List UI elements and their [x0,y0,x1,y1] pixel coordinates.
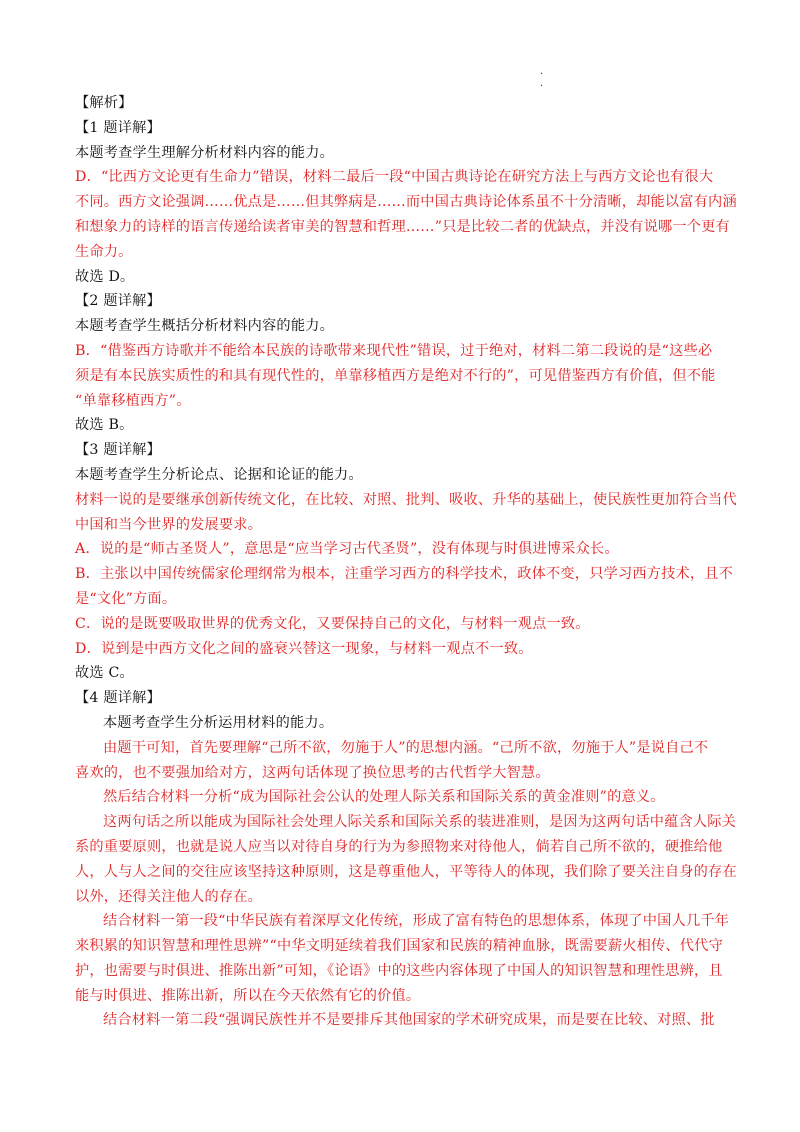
text-line: 人，人与人之间的交往应该坚持这种原则，这是尊重他人，平等待人的体现，我们除了要关注自身的存在 [75,863,737,880]
text-line: B．主张以中国传统儒家伦理纲常为根本，注重学习西方的科学技术，政体不变，只学习西方技术，且不 [75,566,734,583]
text-line: “单靠移植西方”。 [75,392,191,409]
text-line: 本题考查学生理解分析材料内容的能力。 [75,144,334,161]
text-line: D．“比西方文论更有生命力”错误，材料二最后一段“中国古典诗论在研究方法上与西方文论也有很大 [75,169,714,186]
text-line: 材料一说的是要继承创新传统文化，在比较、对照、批判、吸收、升华的基础上，使民族性更加符合当代 [75,491,737,508]
text-line: 须是有本民族实质性的和具有现代性的，单靠移植西方是绝对不行的”，可见借鉴西方有价值，但不能 [75,367,716,384]
text-line: B．“借鉴西方诗歌并不能给本民族的诗歌带来现代性”错误，过于绝对，材料二第二段说的是“这些必 [75,342,713,359]
text-line: 来积累的知识智慧和理性思辨”“中华文明延续着我们国家和民族的精神血脉，既需要薪火相传、代代守 [75,938,723,955]
text-line: 【解析】 [75,95,133,111]
text-line: 【3 题详解】 [75,442,161,459]
text-line: 【2 题详解】 [75,293,161,310]
text-line: 系的重要原则，也就是说人应当以对待自身的行为为参照物来对待他人，倘若自己所不欲的，硬推给他 [75,838,723,855]
text-line: 喜欢的，也不要强加给对方，这两句话体现了换位思考的古代哲学大智慧。 [75,764,550,781]
text-line: 能与时俱进、推陈出新，所以在今天依然有它的价值。 [75,987,421,1004]
text-line: A．说的是“师古圣贤人”，意思是“应当学习古代圣贤”，没有体现与时俱进博采众长。 [75,541,619,558]
text-line: 然后结合材料一分析“成为国际社会公认的处理人际关系和国际关系的黄金准则”的意义。 [103,789,665,806]
text-line: 是“文化”方面。 [75,590,177,607]
dot: . [540,78,544,89]
text-line: 本题考查学生分析运用材料的能力。 [103,714,334,731]
dot: . [540,66,544,77]
text-line: 不同。西方文论强调……优点是……但其弊病是……而中国古典诗论体系虽不十分清晰，却能以富有内涵 [75,194,737,211]
page-marker-dots [540,66,543,90]
answer-analysis-body [75,91,737,1033]
text-line: D．说到是中西方文化之间的盛衰兴替这一现象，与材料一观点不一致。 [75,640,533,657]
text-line: 故选 B。 [75,417,134,434]
text-line: 本题考查学生概括分析材料内容的能力。 [75,318,334,335]
text-line: 和想象力的诗样的语言传递给读者审美的智慧和哲理……”只是比较二者的优缺点，并没有说哪一个更有 [75,218,730,235]
text-line: 【4 题详解】 [75,690,161,707]
text-line: 由题干可知，首先要理解“己所不欲，勿施于人”的思想内涵。“己所不欲，勿施于人”是说自己不 [103,739,709,756]
text-line: 结合材料一第一段“中华民族有着深厚文化传统，形成了富有特色的思想体系，体现了中国人几千年 [103,913,730,930]
text-line: 护，也需要与时俱进、推陈出新”可知，《论语》中的这些内容体现了中国人的知识智慧和理性思辨，且 [75,962,723,979]
text-line: 故选 D。 [75,268,135,285]
text-line: 这两句话之所以能成为国际社会处理人际关系和国际关系的装进准则，是因为这两句话中蕴含人际关 [103,814,737,831]
text-line: C．说的是既要吸取世界的优秀文化，又要保持自己的文化，与材料一观点一致。 [75,615,590,632]
text-line: 本题考查学生分析论点、论据和论证的能力。 [75,466,363,483]
text-line: 故选 C。 [75,665,134,682]
text-line: 中国和当今世界的发展要求。 [75,516,263,533]
text-line: 结合材料一第二段“强调民族性并不是要排斥其他国家的学术研究成果，而是要在比较、对照、批 [103,1012,715,1029]
text-line: 生命力。 [75,243,133,260]
text-line: 以外，还得关注他人的存在。 [75,888,263,905]
text-line: 【1 题详解】 [75,119,161,136]
